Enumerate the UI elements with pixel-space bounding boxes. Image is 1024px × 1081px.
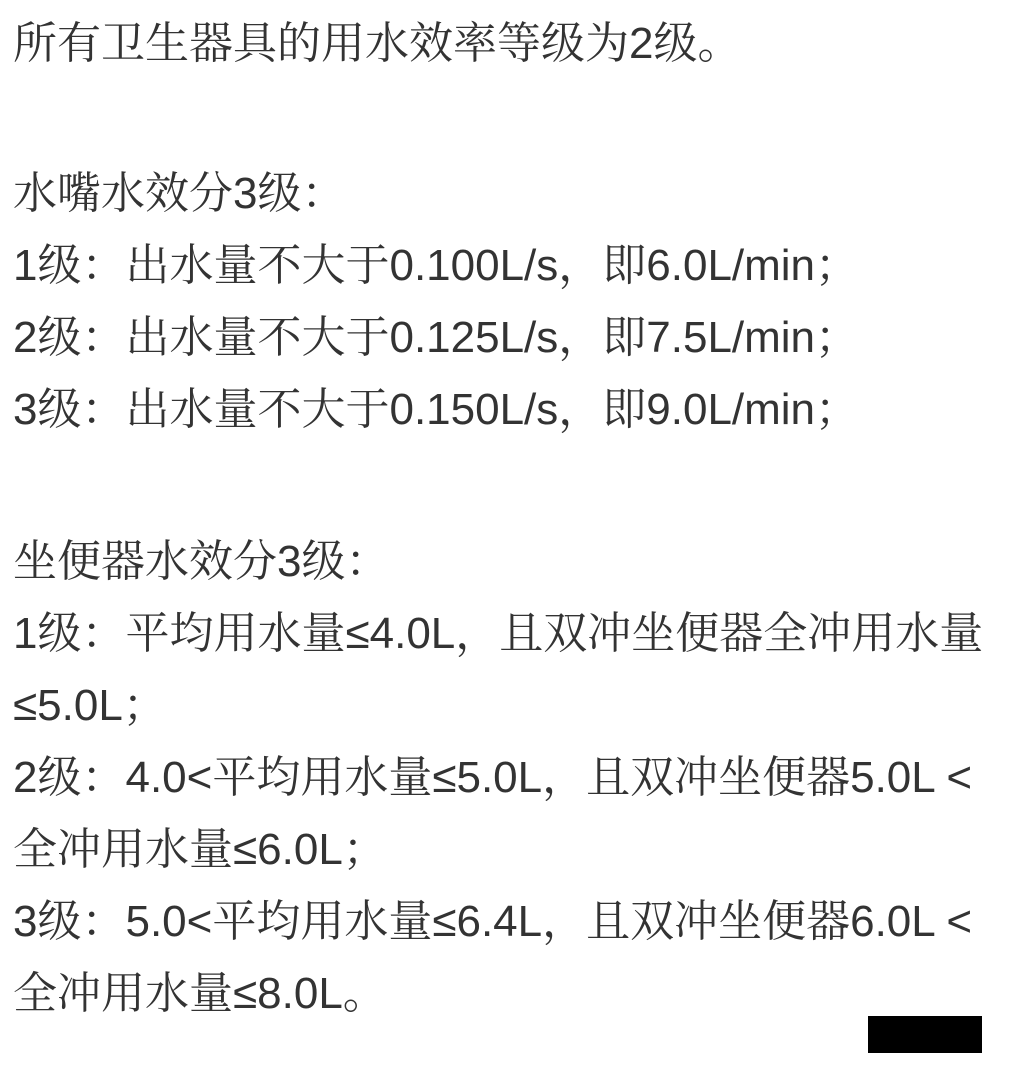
toilet-grade-3-line-1: 3级：5.0<平均用水量≤6.4L，且双冲坐便器6.0L < bbox=[13, 897, 973, 946]
toilet-grade-2-line-2: 全冲用水量≤6.0L； bbox=[13, 825, 387, 874]
redaction-block bbox=[868, 1016, 982, 1053]
faucet-grade-1: 1级：出水量不大于0.100L/s，即6.0L/min； bbox=[13, 241, 860, 290]
paragraph-spacer bbox=[13, 446, 1011, 526]
toilet-grade-2-line-1: 2级：4.0<平均用水量≤5.0L，且双冲坐便器5.0L < bbox=[13, 753, 973, 802]
faucet-section-heading: 水嘴水效分3级： bbox=[13, 169, 346, 218]
toilet-grade-3-line-2: 全冲用水量≤8.0L。 bbox=[13, 969, 387, 1018]
paragraph-spacer bbox=[13, 80, 1011, 158]
toilet-grade-1-line-1: 1级：平均用水量≤4.0L，且双冲坐便器全冲用水量 bbox=[13, 609, 984, 658]
intro-paragraph: 所有卫生器具的用水效率等级为2级。 bbox=[13, 19, 742, 68]
toilet-grade-1-line-2: ≤5.0L； bbox=[13, 681, 167, 730]
faucet-grade-2: 2级：出水量不大于0.125L/s，即7.5L/min； bbox=[13, 313, 860, 362]
faucet-grade-3: 3级：出水量不大于0.150L/s，即9.0L/min； bbox=[13, 385, 860, 434]
toilet-section-heading: 坐便器水效分3级： bbox=[13, 537, 390, 586]
